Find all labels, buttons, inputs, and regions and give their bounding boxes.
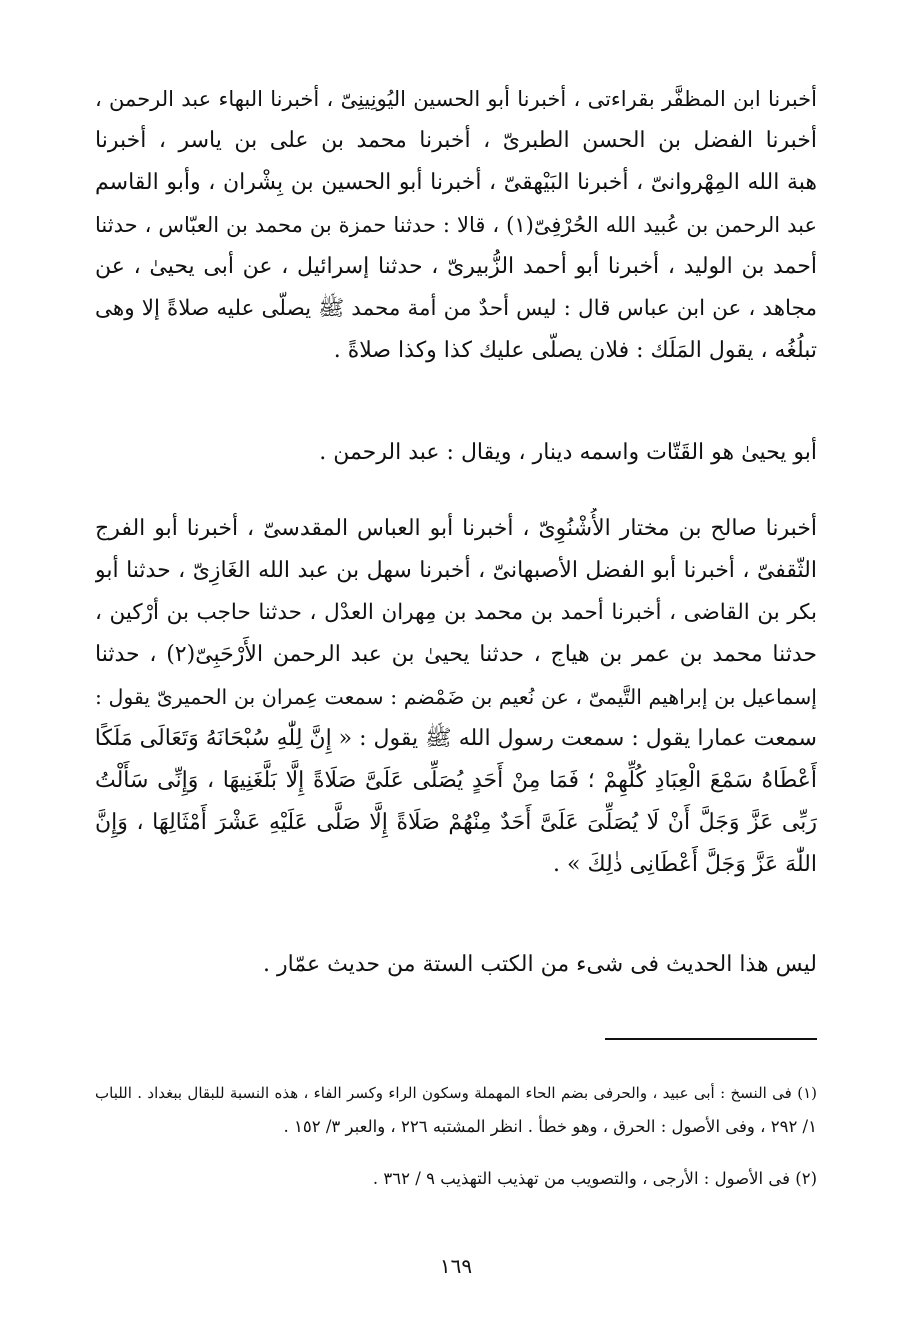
text-line: ليس هذا الحديث فى شىء من الكتب الستة من حديث عمّار .	[262, 952, 817, 977]
text-line: أخبرنا ابن المظفَّر بقراءتى ، أخبرنا أبو الحسين اليُونِينِىّ ، أخبرنا البهاء عبد الرحمن ،	[95, 87, 817, 111]
text-line: هبة الله المِهْروانىّ ، أخبرنا البَيْهقىّ ، أخبرنا أبو الحسين بن بِشْران ، وأبو القاسم	[95, 170, 817, 195]
footnote-2	[95, 1162, 817, 1196]
text-line: اللّٰهَ عَزَّ وَجَلَّ أَعْطَانِى ذٰلِكَ » .	[553, 852, 817, 877]
footnote-separator	[605, 1038, 817, 1040]
paragraph-isnad-2	[95, 508, 817, 886]
text-line: إسماعيل بن إبراهيم التَّيمىّ ، عن نُعيم بن ضَمْضم : سمعت عِمران بن الحميرىّ يقول :	[95, 685, 817, 709]
text-line: أحمد بن الوليد ، أخبرنا أبو أحمد الزُّبيرىّ ، حدثنا إسرائيل ، عن أبى يحيىٰ ، عن	[95, 254, 817, 279]
footnote-line: (٢) فى الأصول : الأرجى ، والتصويب من تهذيب التهذيب ٩ / ٣٦٢ .	[372, 1169, 817, 1188]
page	[95, 0, 817, 1331]
page-number: ١٦٩	[439, 1254, 473, 1278]
text-line: أخبرنا الفضل بن الحسن الطبرىّ ، أخبرنا محمد بن على بن ياسر ، أخبرنا	[95, 128, 817, 153]
text-line: مجاهد ، عن ابن عباس قال : ليس أحدٌ من أمة محمد ﷺ يصلّى عليه صلاةً إلا وهى	[95, 296, 817, 321]
paragraph-note-abu-yahya	[95, 432, 817, 474]
paragraph-isnad-1	[95, 78, 817, 372]
footnote-line: ١/ ٢٩٢ ، وفى الأصول : الحرق ، وهو خطأ . انظر المشتبه ٢٢٦ ، والعبر ٣/ ١٥٢ .	[283, 1117, 817, 1136]
text-line: تبلُغُه ، يقول المَلَك : فلان يصلّى عليك كذا وكذا صلاةً .	[333, 338, 817, 363]
text-line: الثّقفىّ ، أخبرنا أبو الفضل الأصبهانىّ ، أخبرنا سهل بن عبد الله الغَازِىّ ، حدثنا أبو	[95, 558, 817, 583]
footnote-line: (١) فى النسخ : أبى عبيد ، والحرفى بضم الحاء المهملة وسكون الراء وكسر الفاء ، هذه النسبة للبقال ببغداد . اللباب	[95, 1084, 817, 1102]
footnote-1	[95, 1076, 817, 1144]
text-line: رَبِّى عَزَّ وَجَلَّ أَنْ لَا يُصَلِّىَ عَلَىَّ أَحَدٌ مِنْهُمْ صَلَاةً إِلَّا صَلَّى عَلَيْهِ عَشْرَ أَمْثَالِهَا ، وَإِنَّ	[95, 810, 817, 835]
text-line: أَعْطَاهُ سَمْعَ الْعِبَادِ كُلِّهِمْ ؛ فَمَا مِنْ أَحَدٍ يُصَلِّى عَلَىَّ صَلَاةً إِلَّا بَلَّغَنِيهَا ، وَإِنِّى سَأَلْتُ	[95, 768, 817, 793]
text-line: بكر بن القاضى ، أخبرنا أحمد بن محمد بن مِهران العدْل ، حدثنا حاجب بن أرْكين ،	[95, 600, 817, 625]
text-line: حدثنا محمد بن عمر بن هياج ، حدثنا يحيىٰ بن عبد الرحمن الأَرْحَبِىّ(٢) ، حدثنا	[95, 642, 817, 667]
text-line: أخبرنا صالح بن مختار الأُشْنُوِىّ ، أخبرنا أبو العباس المقدسىّ ، أخبرنا أبو الفرج	[95, 516, 817, 541]
text-line: أبو يحيىٰ هو القَتّات واسمه دينار ، ويقال : عبد الرحمن .	[319, 440, 817, 465]
text-line: عبد الرحمن بن عُبيد الله الحُرْفِىّ(١) ، قالا : حدثنا حمزة بن محمد بن العبّاس ، حدثنا	[95, 213, 817, 237]
text-line: سمعت عمارا يقول : سمعت رسول الله ﷺ يقول : « إِنَّ لِلّٰهِ سُبْحَانَهُ وَتَعَالَى مَلَكًا	[95, 726, 817, 751]
paragraph-hadith-remark	[95, 944, 817, 986]
